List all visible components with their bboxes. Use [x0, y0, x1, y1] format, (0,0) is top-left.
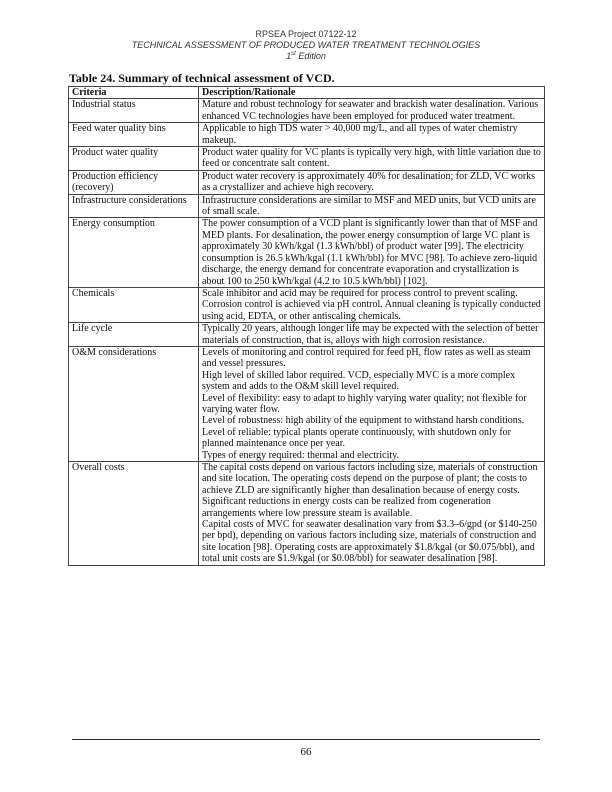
description-line: The capital costs depend on various factors including size, materials of construction and site location. The operating costs depend on the purpose of plant; the costs to achieve ZLD are significantly higher than desalination because of energy costs. Significant reductions in energy costs can be realized from cogeneration arrangements where low pressure steam is available. — [202, 462, 538, 519]
description-line: Level of robustness: high ability of the equipment to withstand harsh conditions. — [202, 415, 525, 427]
criteria-cell: Infrastructure considerations — [69, 194, 199, 218]
header-edition — [0, 51, 612, 62]
description-cell — [199, 462, 545, 566]
description-line: Product water quality for VC plants is typically very high, with little variation due to feed or concentrate salt content. — [202, 147, 541, 170]
description-line: The power consumption of a VCD plant is significantly lower than that of MSF and MED plants. For desalination, the power energy consumption of large VC plant is approximately 30 kWh/kgal (1.3 kWh/bbl) of product water [99]. The electricity consumption is 26.5 kWh/kgal (1.1 kWh/bbl) for MVC [98]. To achieve zero-liquid discharge, the energy demand for concentrate evaporation and crystallization is about 100 to 250 kWh/kgal (4.2 to 10.5 kWh/bbl) [102]. — [202, 218, 538, 287]
description-header: Description/Rationale — [199, 87, 545, 99]
description-line: Mature and robust technology for seawater and brackish water desalination. Various enhanced VC technologies have been employed for produced water treatment. — [202, 99, 539, 122]
edition-number: 1 — [286, 51, 292, 61]
criteria-cell: Life cycle — [69, 323, 199, 347]
table-caption: Table 24. Summary of technical assessment of VCD. — [69, 71, 335, 85]
criteria-cell: Chemicals — [69, 287, 199, 322]
criteria-header: Criteria — [69, 87, 199, 99]
description-line: High level of skilled labor required. VCD, especially MVC is a more complex system and adds to the O&M skill level required. — [202, 369, 516, 393]
table-row — [69, 346, 545, 461]
description-cell — [199, 123, 545, 147]
description-line: Types of energy required: thermal and electricity. — [202, 449, 399, 461]
table-row — [69, 194, 545, 218]
header-project: RPSEA Project 07122-12 — [255, 29, 357, 39]
description-cell — [199, 323, 545, 347]
description-cell — [199, 194, 545, 218]
description-cell — [199, 287, 545, 322]
table-row — [69, 170, 545, 194]
description-line: Capital costs of MVC for seawater desalination vary from $3.3–6/gpd (or $140-250 per bpd), depending on various factors including size, materials of construction and site location [98]. Operating costs are approximately $1.8/kgal (or $0.075/bbl), and total unit costs are $1.9/kgal (or $0.08/bbl) for seawater desalination [98]. — [202, 519, 537, 565]
edition-word: Edition — [298, 51, 326, 61]
header-title: TECHNICAL ASSESSMENT OF PRODUCED WATER TREATMENT TECHNOLOGIES — [131, 40, 481, 50]
criteria-cell: Production efficiency (recovery) — [69, 170, 199, 194]
criteria-cell: O&M considerations — [69, 346, 199, 461]
table-body — [69, 99, 545, 565]
criteria-cell: Energy consumption — [69, 218, 199, 287]
page-number: 66 — [300, 746, 312, 758]
description-line: Product water recovery is approximately 40% for desalination; for ZLD, VC works as a crystallizer and achieve high recovery. — [202, 170, 536, 194]
description-line: Typically 20 years, although longer life may be expected with the selection of better materials of construction, that is, alloys with high corrosion resistance. — [202, 323, 539, 346]
description-line: Scale inhibitor and acid may be required for process control to prevent scaling. Corrosion control is achieved via pH control. Annual cleaning is typically conducted using acid, EDTA, or other antiscaling chemicals. — [202, 287, 541, 322]
description-cell — [199, 147, 545, 171]
table-row — [69, 147, 545, 171]
criteria-cell: Overall costs — [69, 462, 199, 566]
table-row — [69, 287, 545, 322]
description-line: Level of flexibility: easy to adapt to highly varying water quality; not flexible for varying water flow. — [202, 392, 527, 415]
criteria-cell: Industrial status — [69, 99, 199, 123]
footer-rule — [72, 739, 540, 740]
description-cell — [199, 99, 545, 123]
description-line: Levels of monitoring and control required for feed pH, flow rates as well as steam and vessel pressures. — [202, 346, 531, 370]
table-header-row — [69, 87, 545, 99]
description-cell — [199, 170, 545, 194]
table-row — [69, 218, 545, 287]
edition-superscript: st — [291, 51, 296, 57]
description-line: Applicable to high TDS water > 40,000 mg/L, and all types of water chemistry makeup. — [202, 123, 518, 146]
table-row — [69, 123, 545, 147]
table-row — [69, 99, 545, 123]
table-row — [69, 323, 545, 347]
description-line: Level of reliable: typical plants operate continuously, with shutdown only for planned maintenance once per year. — [202, 426, 511, 450]
description-cell — [199, 346, 545, 461]
criteria-cell: Feed water quality bins — [69, 123, 199, 147]
assessment-table — [68, 86, 545, 566]
table-row — [69, 462, 545, 566]
description-line: Infrastructure considerations are similar to MSF and MED units, but VCD units are of small scale. — [202, 194, 536, 218]
criteria-cell: Product water quality — [69, 147, 199, 171]
page-header — [0, 29, 612, 62]
description-cell — [199, 218, 545, 287]
